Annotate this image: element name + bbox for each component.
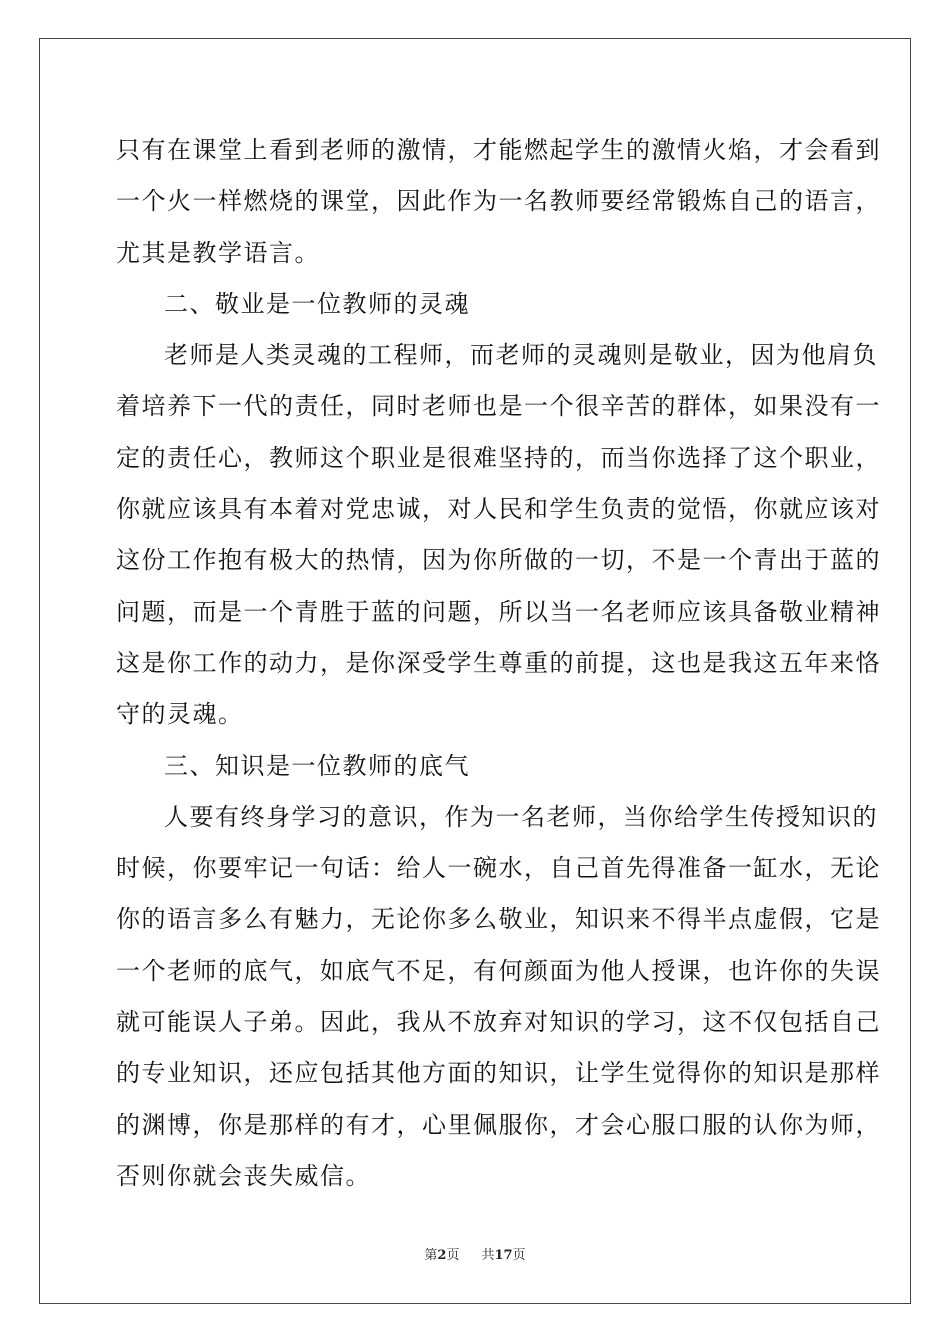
paragraph-line: 这份工作抱有极大的热情，因为你所做的一切，不是一个青出于蓝的 <box>116 546 881 575</box>
current-page-number: 2 <box>437 1248 447 1263</box>
paragraph-line: 一个火一样燃烧的课堂，因此作为一名教师要经常锻炼自己的语言， <box>116 187 881 216</box>
section-heading: 三、知识是一位教师的底气 <box>164 751 470 780</box>
paragraph-line: 就可能误人子弟。因此，我从不放弃对知识的学习，这不仅包括自己 <box>116 1008 881 1037</box>
paragraph-line: 着培养下一代的责任，同时老师也是一个很辛苦的群体，如果没有一 <box>116 392 881 421</box>
total-pages-prefix: 共 <box>481 1248 495 1263</box>
paragraph-line: 的专业知识，还应包括其他方面的知识，让学生觉得你的知识是那样 <box>116 1059 881 1088</box>
total-pages-number: 17 <box>494 1248 513 1263</box>
paragraph-line: 你就应该具有本着对党忠诚，对人民和学生负责的觉悟，你就应该对 <box>116 495 881 524</box>
paragraph-line: 你的语言多么有魅力，无论你多么敬业，知识来不得半点虚假，它是 <box>116 905 881 934</box>
section-heading: 二、敬业是一位教师的灵魂 <box>164 289 470 318</box>
paragraph-line: 定的责任心，教师这个职业是很难坚持的，而当你选择了这个职业， <box>116 443 881 472</box>
page-footer <box>0 1248 950 1264</box>
paragraph-line: 的渊博，你是那样的有才，心里佩服你，才会心服口服的认你为师， <box>116 1110 881 1139</box>
page-number-prefix: 第 <box>424 1248 438 1263</box>
paragraph-line: 这是你工作的动力，是你深受学生尊重的前提，这也是我这五年来恪 <box>116 648 881 677</box>
paragraph-line: 守的灵魂。 <box>116 700 244 729</box>
paragraph-line: 老师是人类灵魂的工程师，而老师的灵魂则是敬业，因为他肩负 <box>164 341 878 370</box>
document-body <box>116 130 881 1207</box>
paragraph-line: 尤其是教学语言。 <box>116 238 320 267</box>
paragraph-line: 一个老师的底气，如底气不足，有何颜面为他人授课，也许你的失误 <box>116 956 881 985</box>
paragraph-line: 问题，而是一个青胜于蓝的问题，所以当一名老师应该具备敬业精神 <box>116 597 881 626</box>
paragraph-line: 只有在课堂上看到老师的激情，才能燃起学生的激情火焰，才会看到 <box>116 136 881 164</box>
paragraph-line: 人要有终身学习的意识，作为一名老师，当你给学生传授知识的 <box>164 802 878 831</box>
paragraph-line: 时候，你要牢记一句话：给人一碗水，自己首先得准备一缸水，无论 <box>116 854 881 883</box>
paragraph-line: 否则你就会丧失威信。 <box>116 1161 371 1190</box>
page-number-suffix: 页 <box>446 1248 460 1263</box>
total-pages-suffix: 页 <box>512 1248 526 1263</box>
